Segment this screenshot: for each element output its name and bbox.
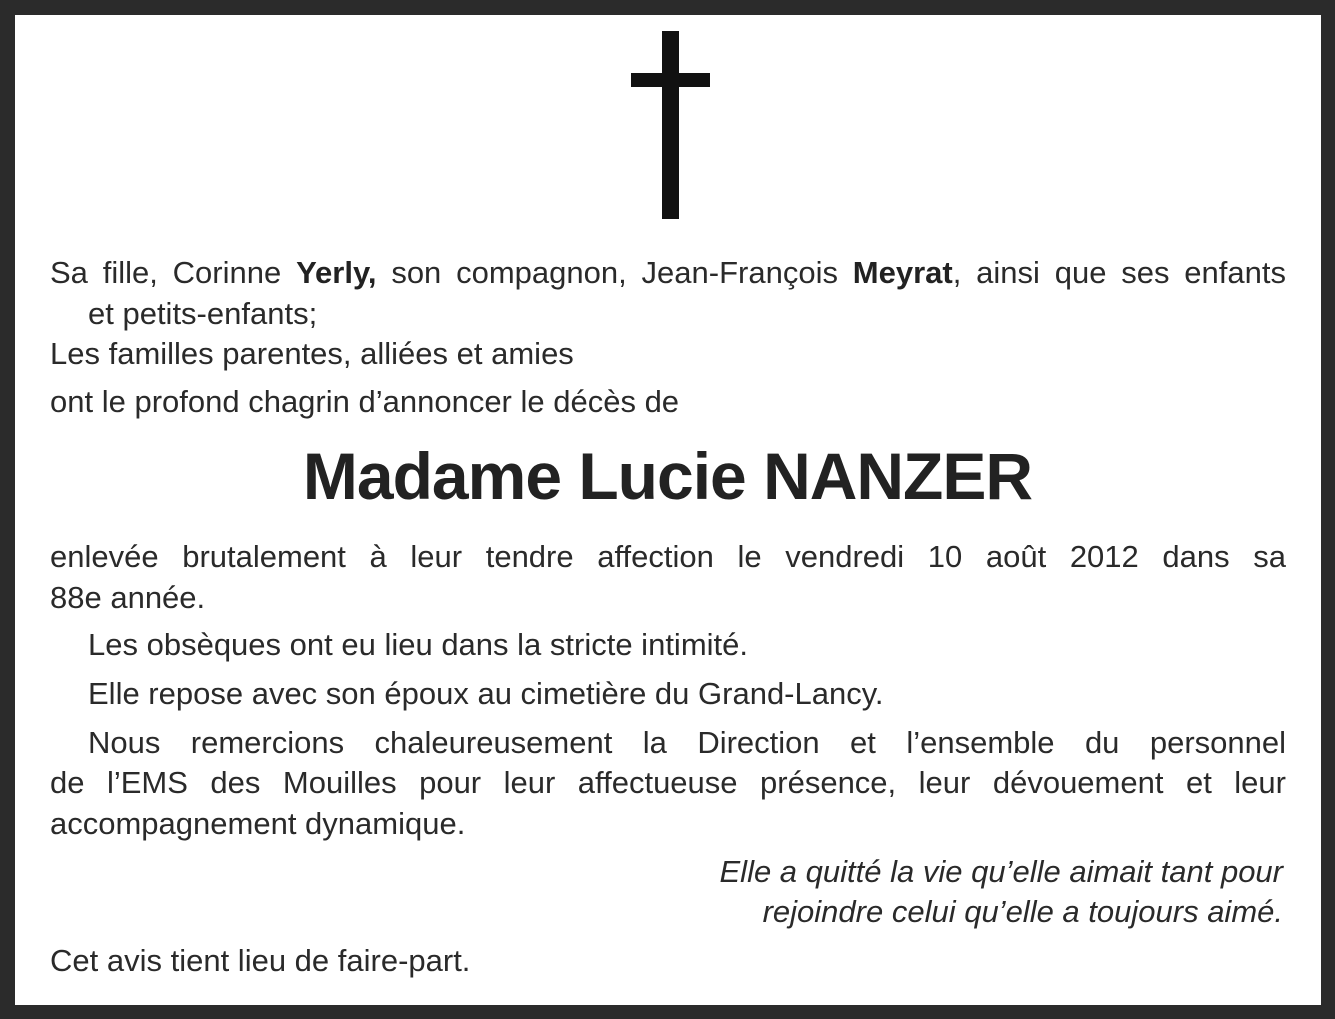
surname-yerly: Yerly,: [296, 255, 377, 290]
quote-line-1: Elle a quitté la vie qu’elle aimait tant pour: [719, 854, 1283, 889]
thanks-line-3: accompagnement dynamique.: [50, 806, 466, 841]
intro-line-4: ont le profond chagrin d’annoncer le décès de: [50, 384, 680, 419]
cross-horizontal-bar: [631, 73, 710, 87]
body-line-1: enlevée brutalement à leur tendre affection le vendredi 10 août 2012 dans sa: [50, 539, 1286, 574]
cross-vertical-bar: [662, 31, 679, 219]
surname-meyrat: Meyrat: [852, 255, 953, 290]
quote-line-2: rejoindre celui qu’elle a toujours aimé.: [762, 894, 1283, 929]
burial-paragraph: Elle repose avec son époux au cimetière du Grand-Lancy.: [88, 676, 884, 711]
funeral-paragraph: Les obsèques ont eu lieu dans la stricte intimité.: [88, 627, 748, 662]
intro-text-c: son compagnon, Jean-François: [376, 255, 853, 290]
thanks-line-2: de l’EMS des Mouilles pour leur affectueuse présence, leur dévouement et leur: [50, 765, 1286, 800]
intro-line-2: et petits-enfants;: [88, 296, 318, 331]
intro-text-a: Sa fille, Corinne: [50, 255, 297, 290]
closing-line: Cet avis tient lieu de faire-part.: [50, 943, 471, 978]
deceased-name: Madame Lucie NANZER: [302, 439, 1033, 513]
body-line-2: 88e année.: [50, 580, 206, 615]
thanks-line-1: Nous remercions chaleureusement la Direction et l’ensemble du personnel: [88, 725, 1286, 760]
intro-text-e: , ainsi que ses enfants: [952, 255, 1286, 290]
intro-line-3: Les familles parentes, alliées et amies: [50, 336, 574, 371]
intro-line-1: [50, 253, 1286, 293]
